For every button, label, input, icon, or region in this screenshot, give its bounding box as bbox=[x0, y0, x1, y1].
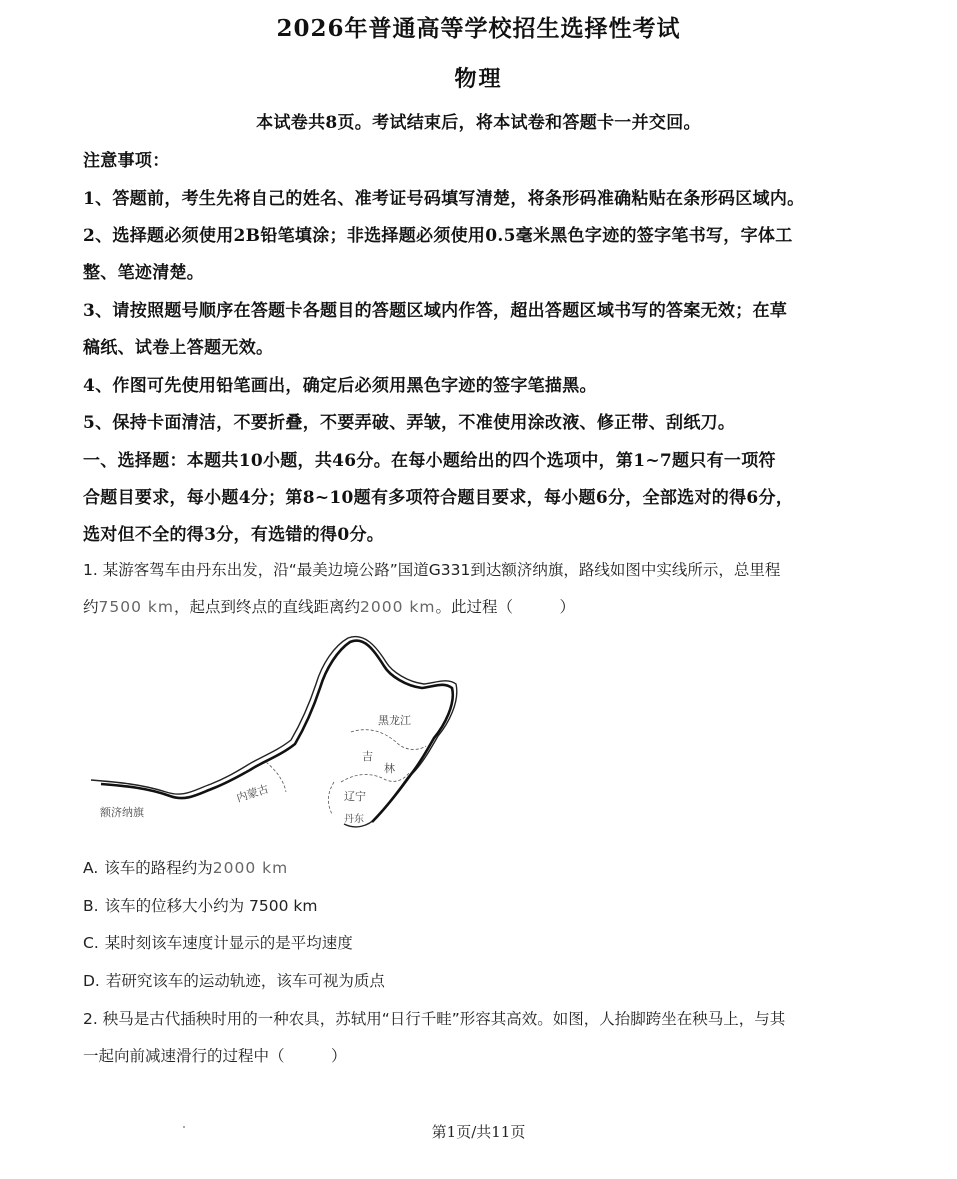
option-d[interactable] bbox=[83, 969, 385, 991]
label-neimenggu: 内蒙古 bbox=[234, 782, 271, 805]
option-text: 该车的位移大小约为 7500 km bbox=[104, 897, 318, 915]
label-heilongjiang: 黑龙江 bbox=[378, 714, 411, 727]
stem-text: 。此过程（ ） bbox=[435, 598, 575, 616]
option-letter: C. bbox=[83, 934, 99, 952]
label-dandong: 丹东 bbox=[344, 814, 364, 825]
section-instructions: 选对但不全的得3分，有选错的得0分。 bbox=[83, 525, 385, 545]
note-line: 稿纸、试卷上答题无效。 bbox=[83, 338, 274, 358]
option-text: 若研究该车的运动轨迹，该车可视为质点 bbox=[105, 972, 385, 990]
exam-info: 本试卷共8页。考试结束后，将本试卷和答题卡一并交回。 bbox=[256, 113, 701, 133]
option-letter: A. bbox=[83, 859, 99, 877]
total-distance-value: 7500 km bbox=[98, 598, 174, 616]
label-ejina: 额济纳旗 bbox=[100, 806, 144, 819]
straight-distance-value: 2000 km bbox=[359, 598, 436, 616]
question-1-stem-2 bbox=[83, 595, 883, 617]
route-map bbox=[86, 632, 466, 837]
question-2-stem-2: 一起向前减速滑行的过程中（ ） bbox=[83, 1047, 347, 1065]
exam-subject: 物理 bbox=[454, 66, 503, 92]
province-boundary bbox=[266, 762, 286, 792]
province-boundary bbox=[351, 730, 426, 750]
option-text: 该车的路程约为 bbox=[104, 859, 213, 877]
label-ji: 吉 bbox=[362, 750, 373, 763]
exam-title: 2026年普通高等学校招生选择性考试 bbox=[276, 15, 681, 42]
label-liaoning: 辽宁 bbox=[344, 790, 366, 803]
note-line: 3、请按照题号顺序在答题卡各题目的答题区域内作答，超出答题区域书写的答案无效；在草 bbox=[83, 301, 788, 321]
question-1-stem: 1. 某游客驾车由丹东出发，沿“最美边境公路”国道G331到达额济纳旗，路线如图中实线所示，总里程 bbox=[83, 561, 781, 579]
section-instructions: 一、选择题：本题共10小题，共46分。在每小题给出的四个选项中，第1~7题只有一项符 bbox=[83, 451, 776, 471]
map-border bbox=[91, 637, 457, 827]
note-line: 整、笔迹清楚。 bbox=[83, 263, 205, 283]
option-b[interactable] bbox=[83, 894, 317, 916]
province-boundary bbox=[328, 782, 334, 814]
option-c[interactable] bbox=[83, 931, 353, 953]
note-line: 2、选择题必须使用2B铅笔填涂；非选择题必须使用0.5毫米黑色字迹的签字笔书写，字体工 bbox=[83, 226, 793, 246]
question-2-stem: 2. 秧马是古代插秧时用的一种农具，苏轼用“日行千畦”形容其高效。如图，人抬脚跨坐在秧马上，与其 bbox=[83, 1010, 786, 1028]
option-a[interactable] bbox=[83, 856, 288, 878]
label-lin: 林 bbox=[384, 762, 395, 775]
section-instructions: 合题目要求，每小题4分；第8~10题有多项符合题目要求，每小题6分，全部选对的得6分， bbox=[83, 488, 794, 508]
stem-text: 约 bbox=[83, 598, 99, 616]
note-line: 1、答题前，考生先将自己的姓名、准考证号码填写清楚，将条形码准确粘贴在条形码区域内。 bbox=[83, 189, 805, 209]
option-text: 某时刻该车速度计显示的是平均速度 bbox=[104, 934, 353, 952]
stem-text: ，起点到终点的直线距离约 bbox=[173, 598, 360, 616]
highway-route bbox=[101, 641, 453, 822]
note-line: 4、作图可先使用铅笔画出，确定后必须用黑色字迹的签字笔描黑。 bbox=[83, 376, 597, 396]
option-value: 2000 km bbox=[212, 859, 289, 877]
option-letter: D. bbox=[83, 972, 100, 990]
page-number: 第1页/共11页 bbox=[431, 1123, 526, 1141]
option-letter: B. bbox=[83, 897, 99, 915]
notes-heading: 注意事项： bbox=[83, 151, 170, 171]
note-line: 5、保持卡面清洁，不要折叠，不要弄破、弄皱，不准使用涂改液、修正带、刮纸刀。 bbox=[83, 413, 736, 433]
province-boundary bbox=[341, 772, 410, 782]
